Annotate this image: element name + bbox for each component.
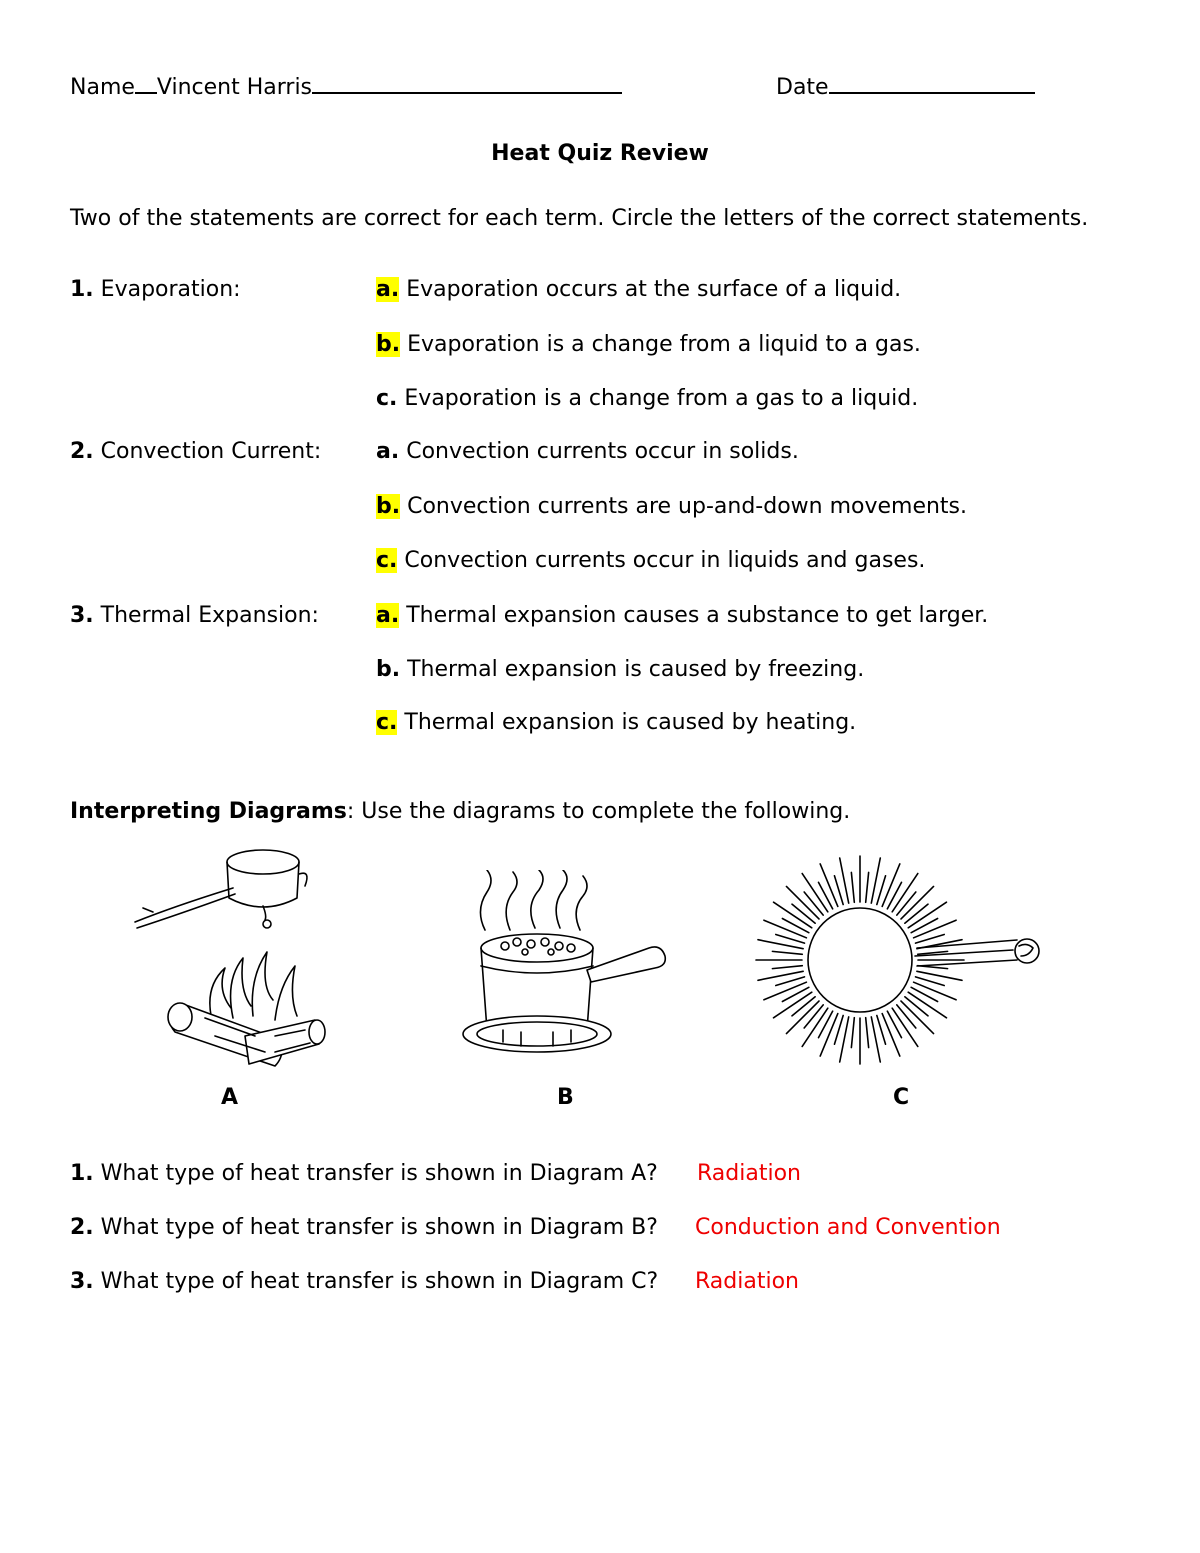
answer-2[interactable]: Conduction and Convention: [695, 1215, 1001, 1240]
statement-text: Thermal expansion causes a substance to get larger.: [406, 603, 989, 628]
date-label: Date: [776, 75, 829, 100]
statement-1b: [376, 331, 921, 359]
statement-1c: [376, 385, 918, 413]
statement-1a: [376, 276, 901, 304]
statement-letter[interactable]: a.: [376, 439, 400, 464]
instructions: Two of the statements are correct for each term. Circle the letters of the correct statements.: [70, 206, 1089, 231]
statement-3c: [376, 709, 856, 737]
question-text: What type of heat transfer is shown in Diagram B?: [100, 1215, 658, 1240]
statement-2a: [376, 438, 799, 466]
name-value[interactable]: Vincent Harris: [156, 75, 313, 100]
statement-text: Convection currents occur in liquids and gases.: [404, 548, 926, 573]
statement-letter[interactable]: b.: [376, 332, 401, 357]
statement-letter[interactable]: c.: [376, 386, 398, 411]
statement-text: Thermal expansion is caused by heating.: [404, 710, 857, 735]
statement-text: Convection currents are up-and-down movements.: [407, 494, 968, 519]
question-text: What type of heat transfer is shown in Diagram C?: [100, 1269, 659, 1294]
statement-text: Evaporation occurs at the surface of a liquid.: [406, 277, 902, 302]
question-number: 1.: [70, 1161, 94, 1186]
statement-letter[interactable]: b.: [376, 657, 401, 682]
statement-text: Thermal expansion is caused by freezing.: [407, 657, 865, 682]
campfire-marshmallow-illustration: [125, 840, 345, 1080]
term-number: 3.: [70, 603, 94, 628]
statement-3b: [376, 656, 864, 684]
statement-letter[interactable]: c.: [376, 710, 398, 735]
diagrams-instruction: : Use the diagrams to complete the following.: [346, 799, 851, 824]
question-number: 2.: [70, 1215, 94, 1240]
statement-3a: [376, 602, 988, 630]
question-3: [70, 1268, 658, 1296]
diagram-label-b: B: [557, 1085, 574, 1110]
term-3: [70, 602, 319, 630]
term-1: [70, 276, 241, 304]
question-number: 3.: [70, 1269, 94, 1294]
question-2: [70, 1214, 658, 1242]
name-label: Name: [70, 75, 135, 100]
term-number: 2.: [70, 439, 94, 464]
term-2: [70, 438, 321, 466]
diagrams-heading-label: Interpreting Diagrams: [70, 799, 347, 824]
term-label: Thermal Expansion:: [100, 603, 319, 628]
term-label: Convection Current:: [100, 439, 322, 464]
statement-letter[interactable]: b.: [376, 494, 401, 519]
statement-letter[interactable]: a.: [376, 277, 400, 302]
statement-text: Evaporation is a change from a gas to a liquid.: [404, 386, 919, 411]
sun-earth-illustration: [755, 848, 1050, 1073]
statement-2b: [376, 493, 967, 521]
statement-letter[interactable]: c.: [376, 548, 398, 573]
term-number: 1.: [70, 277, 94, 302]
name-line: [70, 74, 622, 102]
answer-1[interactable]: Radiation: [697, 1161, 801, 1186]
page-title: Heat Quiz Review: [491, 141, 709, 166]
statement-letter[interactable]: a.: [376, 603, 400, 628]
question-text: What type of heat transfer is shown in Diagram A?: [100, 1161, 658, 1186]
diagrams-heading: [70, 798, 850, 826]
statement-text: Convection currents occur in solids.: [406, 439, 799, 464]
term-label: Evaporation:: [100, 277, 241, 302]
date-line: [776, 74, 1035, 102]
diagram-label-c: C: [893, 1085, 910, 1110]
question-1: [70, 1160, 658, 1188]
date-field[interactable]: [829, 92, 1035, 94]
boiling-pot-illustration: [455, 870, 675, 1070]
answer-3[interactable]: Radiation: [695, 1269, 799, 1294]
statement-2c: [376, 547, 925, 575]
statement-text: Evaporation is a change from a liquid to a gas.: [407, 332, 921, 357]
diagram-label-a: A: [221, 1085, 239, 1110]
